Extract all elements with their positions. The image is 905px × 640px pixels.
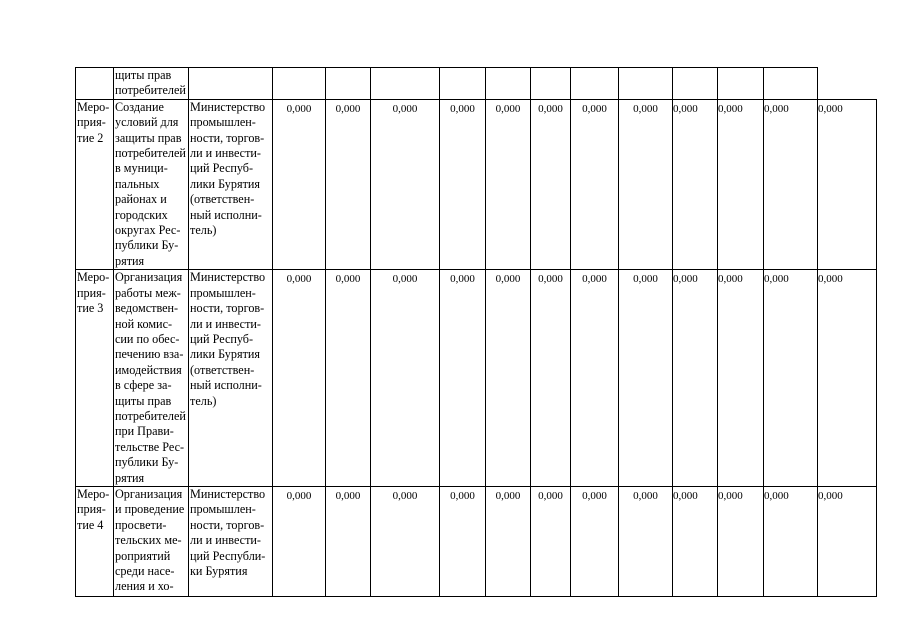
measure-executor: Министерство промышлен- ности, торгов- ли и инвести- ций Респуб- лики Бурятия (ответствен- ный исполни- тель) — [189, 270, 273, 487]
budget-table-page — [75, 67, 877, 594]
cell-executor — [189, 68, 273, 100]
value-cell: 0,000 — [371, 486, 440, 596]
value-cell: 0,000 — [619, 99, 673, 269]
value-cell: 0,000 — [486, 486, 531, 596]
value-cell: 0,000 — [818, 99, 877, 269]
value-cell: 0,000 — [571, 270, 619, 487]
value-cell: 0,000 — [764, 270, 818, 487]
measure-name: Организация и проведение просвети- тельских ме- роприятий среди насе- ления и хо- — [114, 486, 189, 596]
value-cell: 0,000 — [326, 270, 371, 487]
value-cell: 0,000 — [818, 486, 877, 596]
budget-table — [75, 67, 877, 597]
cell-name: щиты прав потребителей — [114, 68, 189, 100]
value-cell: 0,000 — [673, 270, 718, 487]
value-cell: 0,000 — [326, 99, 371, 269]
table-row — [76, 99, 877, 269]
value-cell: 0,000 — [273, 270, 326, 487]
table-row-continuation — [76, 68, 877, 100]
value-cell: 0,000 — [273, 99, 326, 269]
value-cell: 0,000 — [818, 270, 877, 487]
measure-executor: Министерство промышлен- ности, торгов- ли и инвести- ций Респуб- лики Бурятия (ответствен- ный исполни- тель) — [189, 99, 273, 269]
value-cell: 0,000 — [531, 99, 571, 269]
value-cell: 0,000 — [619, 486, 673, 596]
value-cell: 0,000 — [673, 99, 718, 269]
value-cell: 0,000 — [571, 99, 619, 269]
value-cell: 0,000 — [440, 270, 486, 487]
value-cell: 0,000 — [371, 270, 440, 487]
measure-label: Меро- прия- тие 4 — [76, 486, 114, 596]
table-row — [76, 270, 877, 487]
value-cell: 0,000 — [440, 486, 486, 596]
measure-label: Меро- прия- тие 2 — [76, 99, 114, 269]
value-cell: 0,000 — [718, 270, 764, 487]
value-cell: 0,000 — [371, 99, 440, 269]
value-cell: 0,000 — [326, 486, 371, 596]
cell-label — [76, 68, 114, 100]
value-cell: 0,000 — [531, 270, 571, 487]
value-cell: 0,000 — [486, 270, 531, 487]
value-cell: 0,000 — [718, 486, 764, 596]
value-cell: 0,000 — [486, 99, 531, 269]
value-cell: 0,000 — [619, 270, 673, 487]
value-cell: 0,000 — [718, 99, 764, 269]
value-cell: 0,000 — [440, 99, 486, 269]
value-cell: 0,000 — [531, 486, 571, 596]
value-cell: 0,000 — [764, 486, 818, 596]
value-cell: 0,000 — [764, 99, 818, 269]
measure-executor: Министерство промышлен- ности, торгов- ли и инвести- ций Республи- ки Бурятия — [189, 486, 273, 596]
value-cell: 0,000 — [571, 486, 619, 596]
measure-name: Создание условий для защиты прав потребителей в муници- пальных районах и городских округах Рес- публики Бу- рятия — [114, 99, 189, 269]
measure-label: Меро- прия- тие 3 — [76, 270, 114, 487]
table-row — [76, 486, 877, 596]
value-cell: 0,000 — [273, 486, 326, 596]
value-cell: 0,000 — [673, 486, 718, 596]
measure-name: Организация работы меж- ведомствен- ной комис- сии по обес- печению вза- имодействия в сфере за- щиты прав потребителей при Прави- тельстве Рес- публики Бу- рятия — [114, 270, 189, 487]
